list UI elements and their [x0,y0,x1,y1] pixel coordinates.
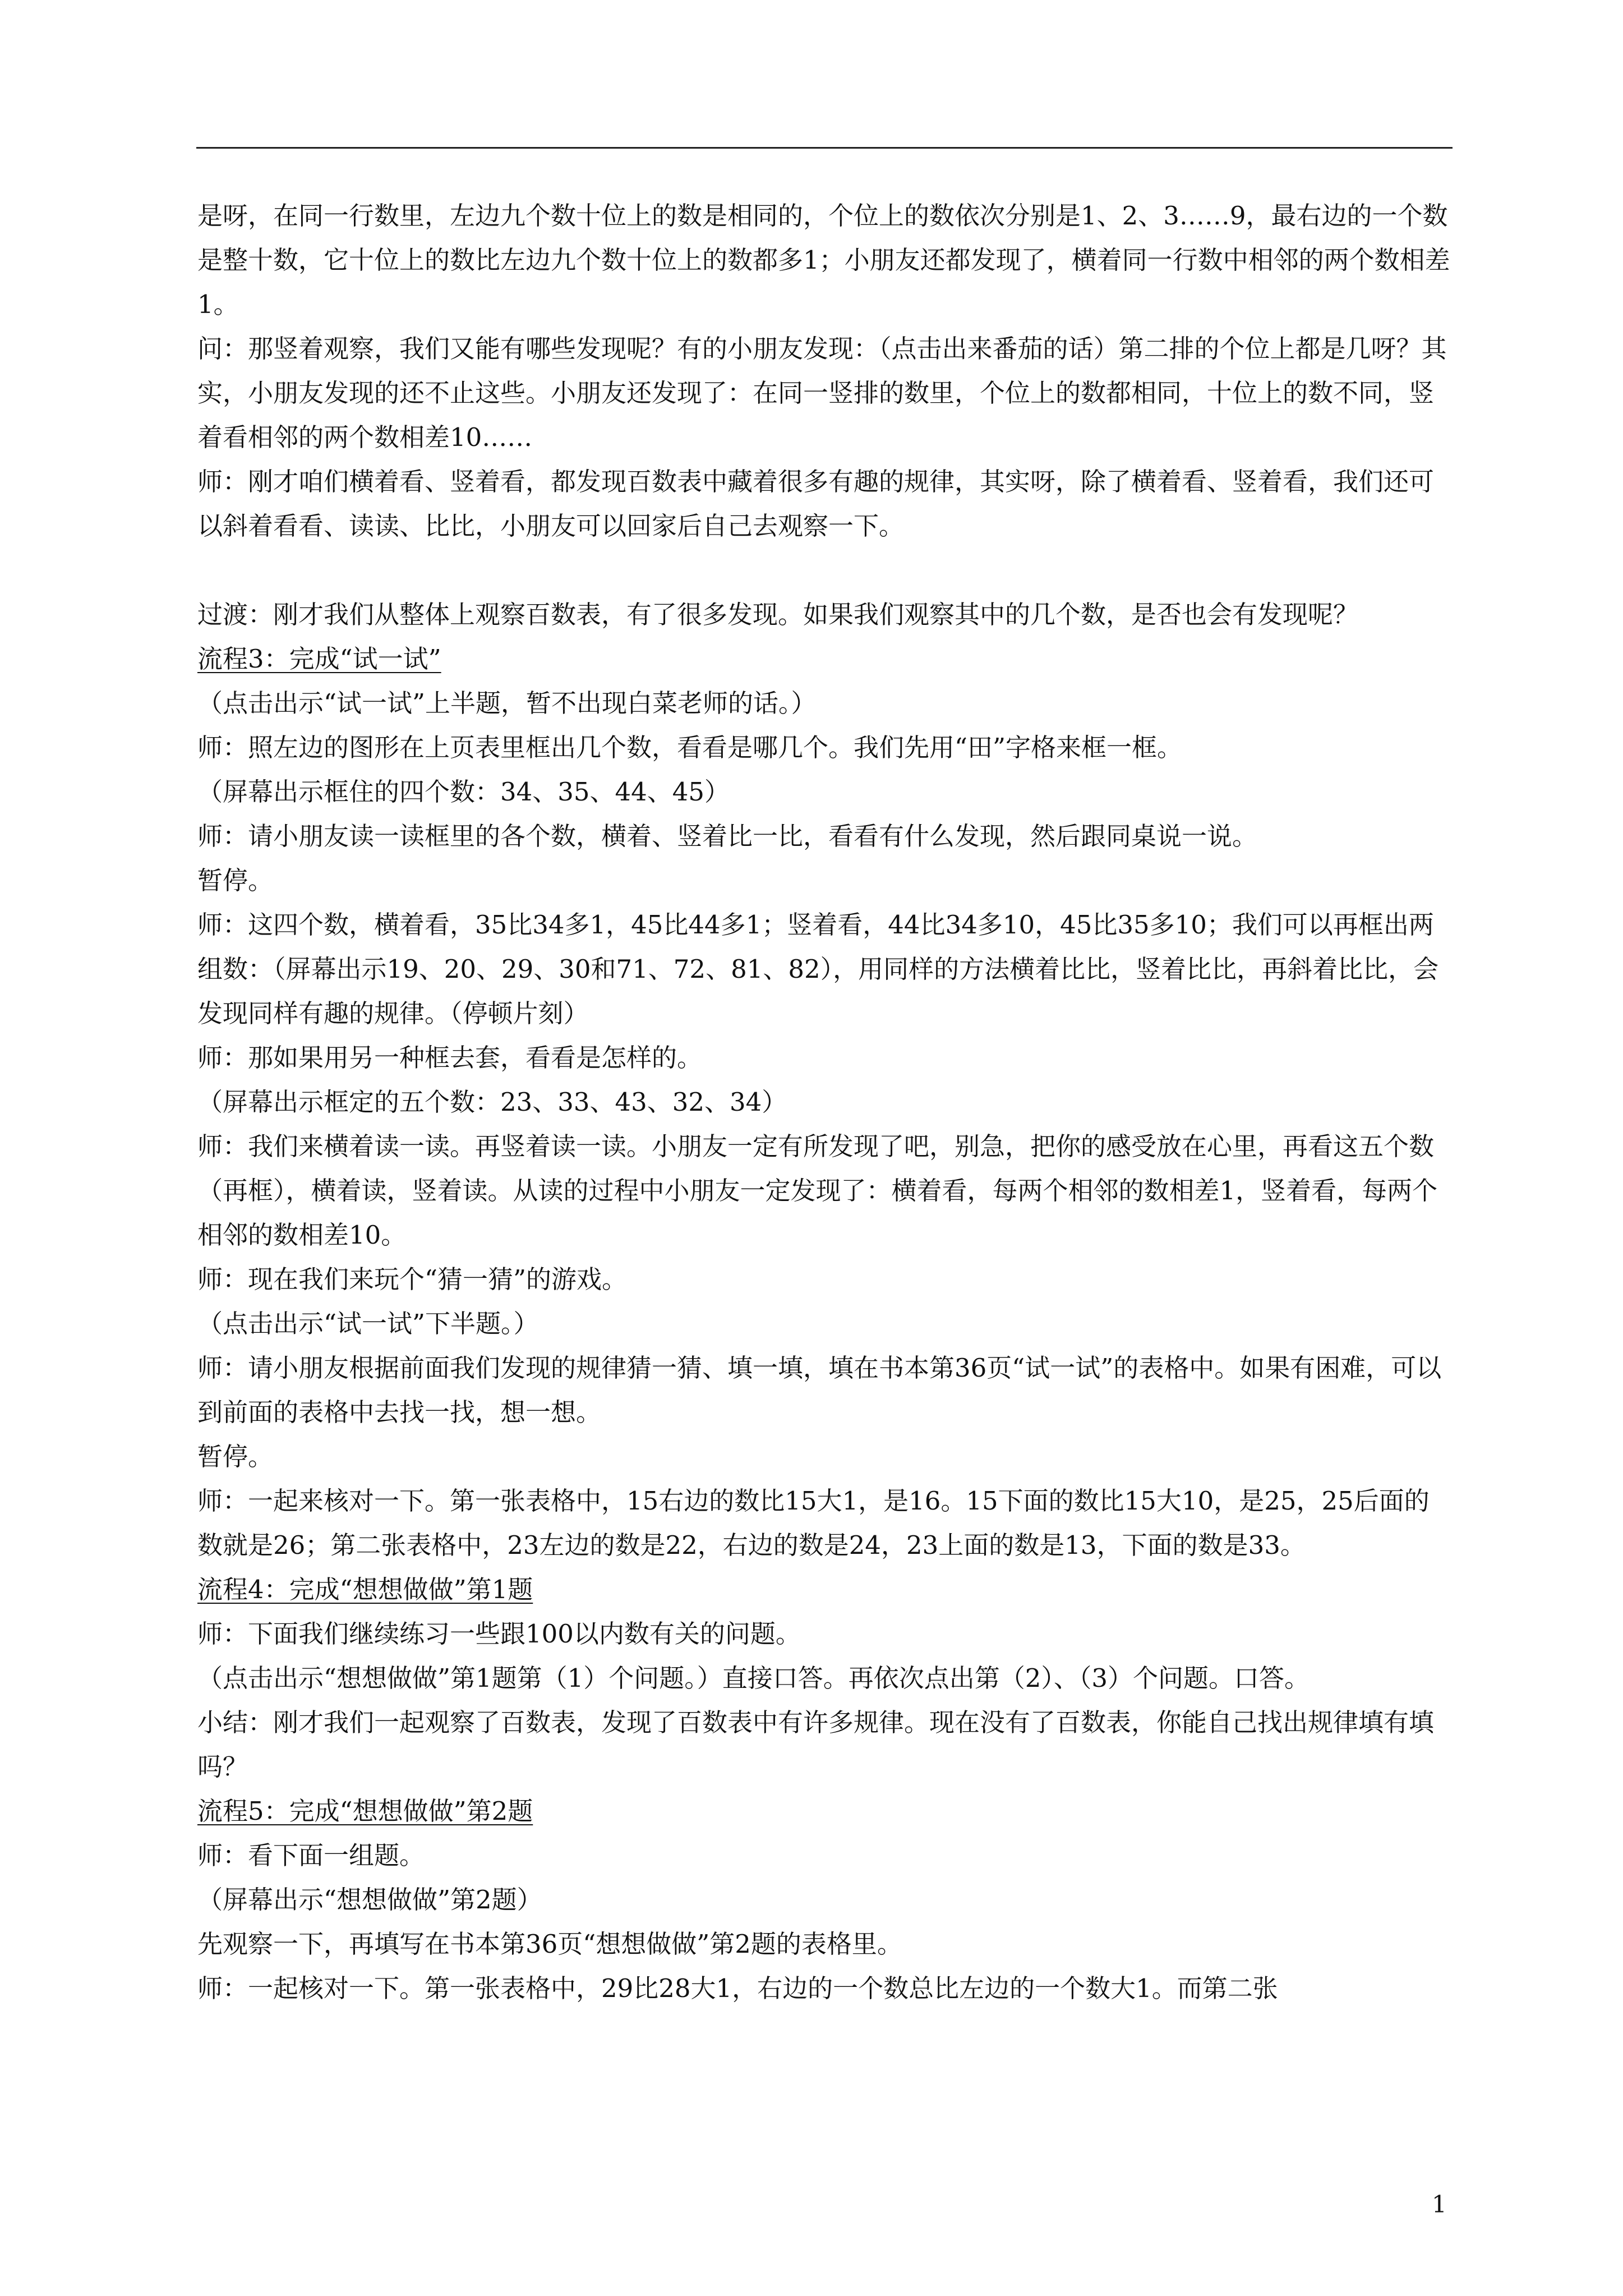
paragraph: （屏幕出示框住的四个数：34、35、44、45） [197,777,730,807]
paragraph-gap [197,548,1454,592]
paragraph: 师：这四个数，横着看，35比34多1，45比44多1；竖着看，44比34多10，45比35多10；我们可以再框出两组数：（屏幕出示19、20、29、30和71、72、81、82），用同样的方法横着比比，竖着比比，再斜着比比，会发现同样有趣的规律。（停顿片刻） [197,910,1439,1028]
page-number: 1 [1432,2191,1447,2218]
section-heading-4: 流程4：完成“想想做做”第1题 [197,1575,533,1604]
paragraph: 师：看下面一组题。 [197,1841,425,1870]
paragraph: 师：那如果用另一种框去套，看看是怎样的。 [197,1043,703,1073]
paragraph: 师：请小朋友根据前面我们发现的规律猜一猜、填一填，填在书本第36页“试一试”的表格中。如果有困难，可以到前面的表格中去找一找，想一想。 [197,1353,1442,1427]
paragraph: 问：那竖着观察，我们又能有哪些发现呢？有的小朋友发现：（点击出来番茄的话）第二排的个位上都是几呀？其实，小朋友发现的还不止这些。小朋友还发现了：在同一竖排的数里，个位上的数都相同，十位上的数不同，竖着看相邻的两个数相差10…… [197,334,1447,452]
document-body [197,194,1454,2010]
paragraph: 师：现在我们来玩个“猜一猜”的游戏。 [197,1264,628,1294]
paragraph: 师：我们来横着读一读。再竖着读一读。小朋友一定有所发现了吧，别急，把你的感受放在心里，再看这五个数（再框），横着读，竖着读。从读的过程中小朋友一定发现了：横着看，每两个相邻的数相差1，竖着看，每两个相邻的数相差10。 [197,1131,1438,1250]
paragraph: （点击出示“想想做做”第1题第（1）个问题。）直接口答。再依次点出第（2）、（3）个问题。口答。 [197,1663,1310,1693]
paragraph: 暂停。 [197,1442,274,1471]
paragraph: （点击出示“试一试”下半题。） [197,1309,539,1338]
paragraph: 先观察一下，再填写在书本第36页“想想做做”第2题的表格里。 [197,1929,902,1959]
paragraph: 师：刚才咱们横着看、竖着看，都发现百数表中藏着很多有趣的规律，其实呀，除了横着看、竖着看，我们还可以斜着看看、读读、比比，小朋友可以回家后自己去观察一下。 [197,467,1435,541]
paragraph: 过渡：刚才我们从整体上观察百数表，有了很多发现。如果我们观察其中的几个数，是否也会有发现呢？ [197,600,1359,629]
paragraph: 师：请小朋友读一读框里的各个数，横着、竖着比一比，看看有什么发现，然后跟同桌说一说。 [197,821,1258,851]
paragraph: 师：一起来核对一下。第一张表格中，15右边的数比15大1，是16。15下面的数比15大10，是25，25后面的数就是26；第二张表格中，23左边的数是22，右边的数是24，23上面的数是13，下面的数是33。 [197,1486,1430,1560]
paragraph: （屏幕出示“想想做做”第2题） [197,1885,542,1915]
paragraph: 暂停。 [197,866,274,895]
paragraph: 小结：刚才我们一起观察了百数表，发现了百数表中有许多规律。现在没有了百数表，你能自己找出规律填有填吗？ [197,1708,1435,1782]
paragraph: 师：一起核对一下。第一张表格中，29比28大1，右边的一个数总比左边的一个数大1。而第二张 [197,1973,1278,2003]
paragraph: （点击出示“试一试”上半题，暂不出现白菜老师的话。） [197,688,817,718]
paragraph: 师：下面我们继续练习一些跟100以内数有关的问题。 [197,1619,801,1649]
paragraph: 是呀，在同一行数里，左边九个数十位上的数是相同的，个位上的数依次分别是1、2、3……9，最右边的一个数是整十数，它十位上的数比左边九个数十位上的数都多1；小朋友还都发现了，横着同一行数中相邻的两个数相差1。 [197,201,1450,319]
header-rule [196,147,1453,149]
section-heading-3: 流程3：完成“试一试” [197,644,441,674]
section-heading-5: 流程5：完成“想想做做”第2题 [197,1796,533,1826]
paragraph: 师：照左边的图形在上页表里框出几个数，看看是哪几个。我们先用“田”字格来框一框。 [197,733,1183,762]
paragraph: （屏幕出示框定的五个数：23、33、43、32、34） [197,1087,787,1117]
